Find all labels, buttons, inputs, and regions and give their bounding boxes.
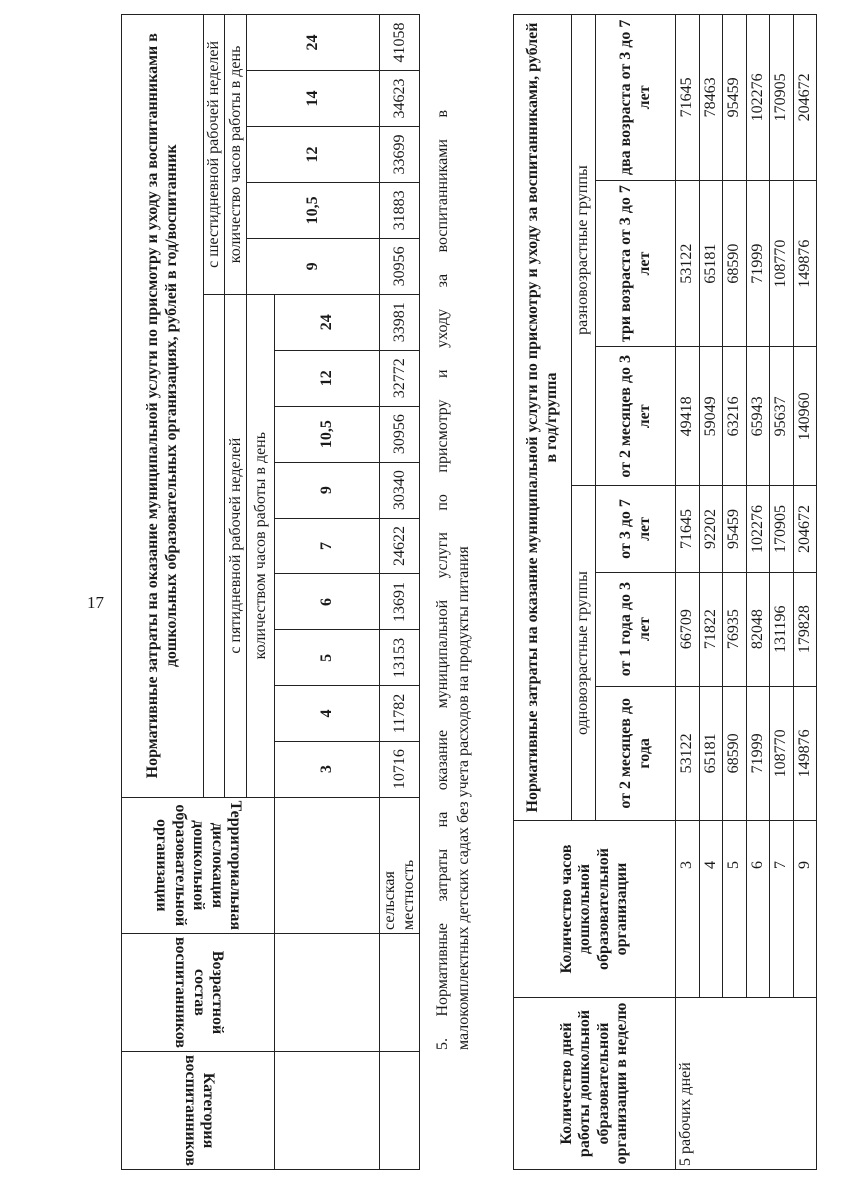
- hours-cell: 5: [723, 821, 747, 998]
- value-cell: 65181: [699, 180, 723, 347]
- hours-cell: 3: [676, 821, 700, 998]
- header-hours: Количество часов дошкольной образовательной организации: [514, 821, 676, 998]
- main-header: Нормативные затраты на оказание муниципальной услуги по присмотру и уходу за воспитанниками в дошкольных образовательных организациях, рублей в год/воспитанник: [122, 15, 204, 798]
- value-cell: 68590: [723, 180, 747, 347]
- value-cell: 30956: [380, 406, 420, 462]
- value-cell: 10716: [380, 741, 420, 797]
- value-cell: 53122: [676, 686, 700, 820]
- value-cell: 95459: [723, 486, 747, 573]
- header-location: Территориальная дислокация дошкольной образовательной организации: [122, 797, 275, 933]
- value-cell: 59049: [699, 347, 723, 486]
- value-cell: 95637: [770, 347, 794, 486]
- value-cell: 71999: [746, 180, 770, 347]
- hours-five-cell: 5: [275, 630, 380, 686]
- section-5-paragraph: [433, 110, 475, 1050]
- mixed-age-header: разновозрастные группы: [572, 15, 596, 486]
- value-cell: 31883: [380, 182, 420, 238]
- hours-six-cell: 24: [247, 15, 380, 71]
- header-days: Количество дней работы дошкольной образовательной организации в неделю: [514, 998, 676, 1170]
- value-cell: 30956: [380, 238, 420, 294]
- location-value: сельская местность: [380, 797, 420, 933]
- hours-label-six: количество часов работы в день: [225, 15, 247, 295]
- hours-five-cell: 7: [275, 518, 380, 574]
- value-cell: 82048: [746, 572, 770, 686]
- value-cell: 92202: [699, 486, 723, 573]
- hours-cell: 4: [699, 821, 723, 998]
- hours-five-cell: 12: [275, 350, 380, 406]
- five-day-header: с пятидневной рабочей неделей: [225, 294, 247, 797]
- value-cell: 170905: [770, 486, 794, 573]
- norm-costs-table-general: [121, 14, 420, 1170]
- days-value: 5 рабочих дней: [676, 998, 817, 1170]
- hours-five-cell: 24: [275, 294, 380, 350]
- value-cell: 71822: [699, 572, 723, 686]
- norm-costs-table-small-kindergartens: [513, 14, 817, 1170]
- hours-cell: 6: [746, 821, 770, 998]
- value-cell: 68590: [723, 686, 747, 820]
- value-cell: 65943: [746, 347, 770, 486]
- value-cell: 149876: [793, 686, 817, 820]
- subheader-cell: три возраста от 3 до 7 лет: [596, 180, 676, 347]
- value-cell: 66709: [676, 572, 700, 686]
- value-cell: 34623: [380, 71, 420, 127]
- hours-five-cell: 10,5: [275, 406, 380, 462]
- main-header-2: Нормативные затраты на оказание муниципальной услуги по присмотру и уходу за воспитанниками, рублей в год/группа: [514, 15, 572, 821]
- value-cell: 71645: [676, 486, 700, 573]
- subheader-cell: от 2 месяцев до 3 лет: [596, 347, 676, 486]
- value-cell: 108770: [770, 180, 794, 347]
- hours-five-cell: 6: [275, 574, 380, 630]
- value-cell: 49418: [676, 347, 700, 486]
- value-cell: 71999: [746, 686, 770, 820]
- table-row: [699, 15, 723, 1170]
- hours-five-cell: 3: [275, 741, 380, 797]
- value-cell: 102276: [746, 15, 770, 181]
- value-cell: 11782: [380, 686, 420, 741]
- value-cell: 102276: [746, 486, 770, 573]
- six-day-header: с шестидневной рабочей неделей: [204, 15, 225, 295]
- subheader-cell: от 3 до 7 лет: [596, 486, 676, 573]
- table-row: [723, 15, 747, 1170]
- value-cell: 131196: [770, 572, 794, 686]
- value-cell: 65181: [699, 686, 723, 820]
- hours-cell: 7: [770, 821, 794, 998]
- value-cell: 32772: [380, 350, 420, 406]
- value-cell: 33981: [380, 294, 420, 350]
- value-cell: 140960: [793, 347, 817, 486]
- subheader-cell: от 2 месяцев до года: [596, 686, 676, 820]
- header-age: Возрастной состав воспитанников: [122, 933, 275, 1051]
- value-cell: 30340: [380, 462, 420, 518]
- hours-cell: 9: [793, 821, 817, 998]
- same-age-header: одновозрастные группы: [572, 486, 596, 821]
- table-row: [676, 15, 700, 1170]
- value-cell: 13691: [380, 574, 420, 630]
- hours-six-cell: 14: [247, 71, 380, 127]
- value-cell: 108770: [770, 686, 794, 820]
- value-cell: 204672: [793, 15, 817, 181]
- value-cell: 204672: [793, 486, 817, 573]
- value-cell: 33699: [380, 126, 420, 182]
- value-cell: 24622: [380, 518, 420, 574]
- table-row: [770, 15, 794, 1170]
- hours-five-cell: 4: [275, 686, 380, 741]
- header-category: Категория воспитанников: [122, 1051, 275, 1169]
- table-row: [746, 15, 770, 1170]
- value-cell: 71645: [676, 15, 700, 181]
- table-row: [793, 15, 817, 1170]
- hours-six-cell: 12: [247, 126, 380, 182]
- value-cell: 76935: [723, 572, 747, 686]
- value-cell: 63216: [723, 347, 747, 486]
- value-cell: 95459: [723, 15, 747, 181]
- paragraph-line-1: 5. Нормативные затраты на оказание муниципальной услуги по присмотру и уходу за воспитанниками в: [434, 110, 451, 1050]
- hours-six-cell: 10,5: [247, 182, 380, 238]
- hours-six-cell: 9: [247, 238, 380, 294]
- paragraph-line-2: малокомплектных детских садах без учета расходов на продукты питания: [454, 546, 472, 1050]
- value-cell: 13153: [380, 630, 420, 686]
- page-number: 17: [87, 593, 104, 612]
- subheader-cell: два возраста от 3 до 7 лет: [596, 15, 676, 181]
- subheader-cell: от 1 года до 3 лет: [596, 572, 676, 686]
- value-cell: 149876: [793, 180, 817, 347]
- value-cell: 170905: [770, 15, 794, 181]
- hours-five-cell: 9: [275, 462, 380, 518]
- hours-label-five: количеством часов работы в день: [247, 294, 275, 797]
- value-cell: 78463: [699, 15, 723, 181]
- value-cell: 53122: [676, 180, 700, 347]
- value-cell: 41058: [380, 15, 420, 71]
- value-cell: 179828: [793, 572, 817, 686]
